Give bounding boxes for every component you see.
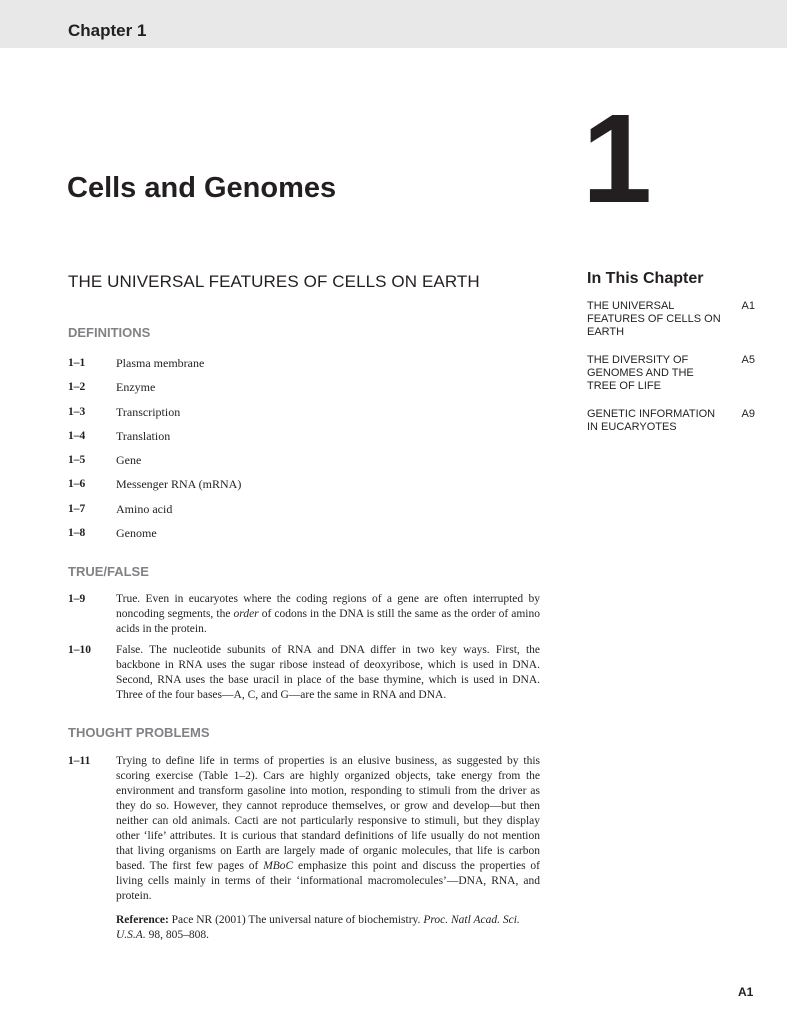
sidebar-title: In This Chapter: [587, 270, 704, 287]
section-title: THE UNIVERSAL FEATURES OF CELLS ON EARTH: [68, 272, 480, 291]
answer-number: 1–11: [68, 755, 91, 768]
item-number: 1–5: [68, 454, 86, 467]
item-number: 1–8: [68, 527, 86, 540]
reference-label: Reference:: [116, 914, 169, 927]
answer-text: True. Even in eucaryotes where the coding regions of a gene are often interrupted by noncoding segments, the order of codons in the DNA is still the same as the order of amino acids in the protein.: [116, 593, 540, 636]
answer-text: False. The nucleotide subunits of RNA and DNA differ in two key ways. First, the backbone in RNA uses the sugar ribose instead of deoxyribose, which is used in DNA. Second, RNA uses the base uracil in place of the base thymine, which is used in DNA. Three of the four bases—A, C, and G—are the same in RNA and DNA.: [116, 644, 540, 702]
reference: [68, 913, 540, 943]
emphasis-text: order: [233, 608, 259, 621]
item-number: 1–6: [68, 478, 86, 491]
list-item: [68, 427, 540, 451]
main-column: [68, 268, 540, 949]
answer-1-10: [68, 643, 540, 703]
toc-label: THE UNIVERSAL FEATURES OF CELLS ON EARTH: [587, 300, 721, 338]
thought-problems-heading: THOUGHT PROBLEMS: [68, 725, 210, 741]
toc-label: THE DIVERSITY OF GENOMES AND THE TREE OF LIFE: [587, 354, 694, 392]
page-number: A1: [738, 985, 754, 999]
answer-1-11: [68, 754, 540, 904]
list-item: [68, 524, 540, 548]
toc-page: A5: [741, 354, 755, 366]
answer-text: Trying to define life in terms of properties is an elusive business, as suggested by this scoring exercise (Table 1–2). Cars are highly organized objects, take energy from the environment and transform gasoline into motion, responding to stimuli from the driver as they do so. However, they cannot reproduce themselves, or grow and develop—but then neither can old animals. Cacti are not particularly responsive to stimuli, but they display other ‘life’ attributes. It is curious that standard definitions of life usually do not mention that living organisms on Earth are largely made of organic molecules, that life is carbon based. The first few pages of MBoC emphasize this point and discuss the properties of living cells mainly in terms of their ‘informational macromolecules’—DNA, RNA, and protein.: [116, 755, 541, 903]
definitions-list: [68, 354, 540, 548]
item-text: Gene: [116, 453, 142, 468]
journal-name: Proc. Natl Acad. Sci. U.S.A.: [116, 914, 520, 942]
toc-item[interactable]: [587, 408, 755, 434]
toc-label: GENETIC INFORMATION IN EUCARYOTES: [587, 408, 716, 433]
item-number: 1–1: [68, 357, 86, 369]
reference-text: Reference: Pace NR (2001) The universal nature of biochemistry. Proc. Natl Acad. Sci. U.S.A. 98, 805–808.: [116, 914, 520, 942]
item-number: 1–4: [68, 429, 86, 442]
toc-page: A1: [741, 300, 755, 312]
answer-number: 1–9: [68, 593, 86, 606]
answer-number: 1–10: [68, 644, 91, 657]
toc-page: A9: [741, 408, 755, 420]
item-text: Plasma membrane: [116, 356, 205, 370]
list-item: [68, 500, 540, 524]
item-text: Transcription: [116, 404, 181, 419]
list-item: [68, 354, 540, 378]
toc-item[interactable]: [587, 300, 755, 339]
item-number: 1–3: [68, 405, 86, 418]
in-this-chapter-sidebar: [587, 270, 755, 449]
chapter-number: 1: [582, 88, 651, 229]
item-text: Amino acid: [116, 501, 173, 516]
chapter-title: Cells and Genomes: [67, 172, 337, 204]
answer-1-9: [68, 592, 540, 637]
list-item: [68, 475, 540, 499]
list-item: [68, 451, 540, 475]
item-number: 1–7: [68, 502, 86, 515]
chapter-label: Chapter 1: [68, 21, 147, 40]
item-number: 1–2: [68, 381, 86, 394]
toc-item[interactable]: [587, 354, 755, 393]
true-false-heading: TRUE/FALSE: [68, 564, 149, 580]
list-item: [68, 403, 540, 427]
list-item: [68, 378, 540, 402]
item-text: Genome: [116, 526, 157, 541]
emphasis-text: MBoC: [263, 860, 294, 873]
item-text: Enzyme: [116, 380, 156, 395]
item-text: Messenger RNA (mRNA): [116, 477, 242, 492]
definitions-heading: DEFINITIONS: [68, 325, 151, 340]
item-text: Translation: [116, 428, 171, 443]
